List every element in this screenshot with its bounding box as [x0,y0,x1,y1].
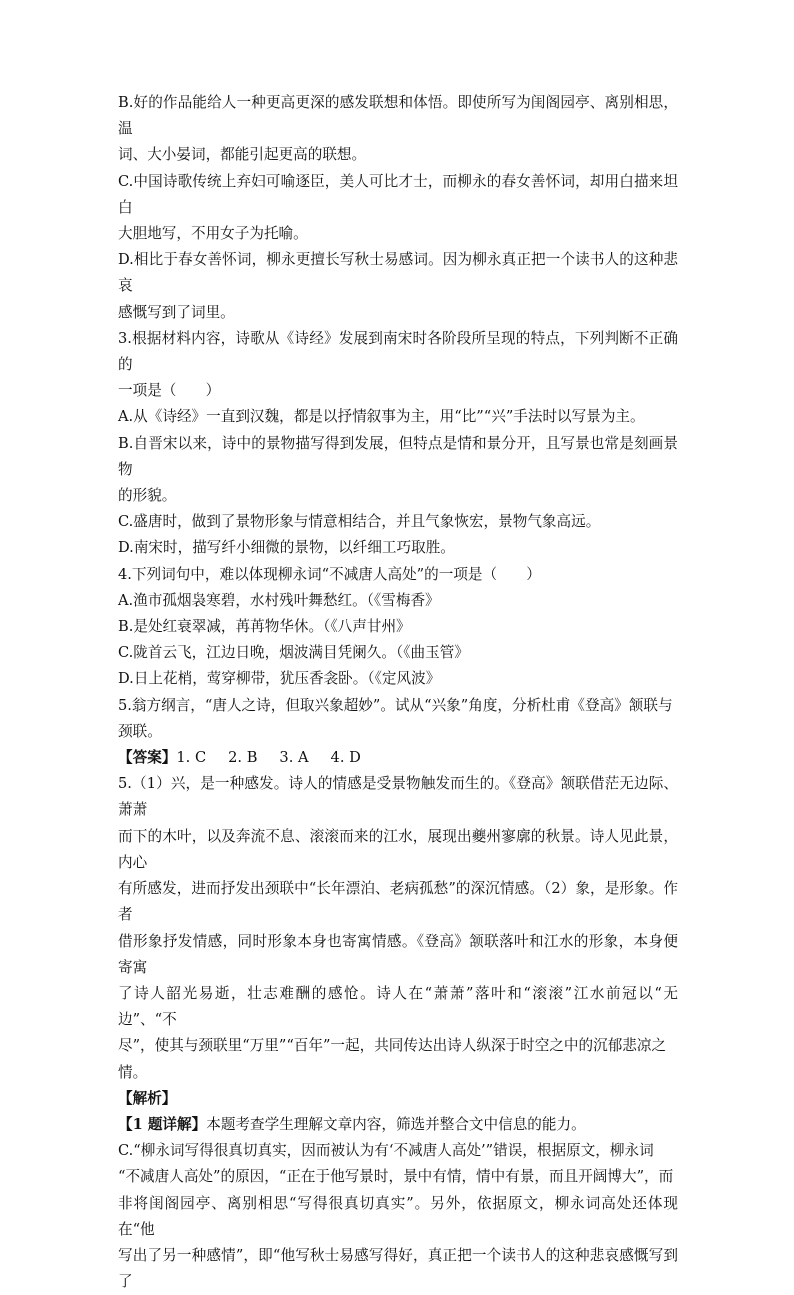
option-line: A.渔市孤烟袅寒碧，水村残叶舞愁红。（《雪梅香》 [118,591,440,609]
analysis-q1-text: 本题考查学生理解文章内容，筛选并整合文中信息的能力。 [206,1115,586,1133]
analysis-heading: 【解析】 [118,1089,177,1107]
question-5-stem: 5.翁方纲言，“唐人之诗，但取兴象超妙”。试从“兴象”角度，分析杜甫《登高》颔联与 [118,696,673,714]
text-line: C.“柳永词写得很真切真实，因而被认为有‘不减唐人高处’”错误，根据原文，柳永词 [118,1142,654,1160]
option-line: B.自晋宋以来，诗中的景物描写得到发展，但特点是情和景分开，且写景也常是刻画景物 [118,434,678,478]
answer-label: 【答案】 [118,749,177,767]
answer-line [118,745,678,771]
document-page [118,90,678,1295]
text-line: 而下的木叶，以及奔流不息、滚滚而来的江水，展现出夔州寥廓的秋景。诗人见此景，内心 [118,827,678,871]
text-line: 大胆地写，不用女子为托喻。 [118,225,308,243]
option-line: D.日上花梢，莺穿柳带，犹压香衾卧。（《定风波》 [118,670,441,688]
analysis-q1-line [118,1112,678,1138]
text-line: C.中国诗歌传统上弃妇可喻逐臣，美人可比才士，而柳永的春女善怀词，却用白描来坦白 [118,172,678,216]
question-5-stem-cont: 颈联。 [118,722,162,740]
text-line: 写出了另一种感情”，即“他写秋士易感写得好，真正把一个读书人的这种悲哀感慨写到了 [118,1246,678,1291]
analysis-block [118,1138,678,1295]
question-4-stem: 4.下列词句中，难以体现柳永词“不减唐人高处”的一项是（ ） [118,565,541,583]
text-line: “不减唐人高处”的原因，“正在于他写景时，景中有情，情中有景，而且开阔博大”，而 [118,1168,674,1186]
question-3-stem-cont: 一项是（ ） [118,382,221,400]
option-line: C.陇首云飞，江边日晚，烟波满目凭阑久。（《曲玉管》 [118,644,469,662]
text-line: 词、大小晏词，都能引起更高的联想。 [118,146,367,164]
question-options-block [118,90,678,745]
option-line: D.南宋时，描写纤小细微的景物，以纤细工巧取胜。 [118,539,455,557]
text-line: 情。 [118,1063,148,1081]
text-line: 有所感发，进而抒发出颈联中“长年漂泊、老病孤愁”的深沉情感。（2）象，是形象。作者 [118,880,678,924]
text-line: B.好的作品能给人一种更高更深的感发联想和体悟。即使所写为闺阁园亭、离别相思，温 [118,94,678,138]
answer-item: 4. D [330,749,361,767]
text-line: 了诗人韶光易逝，壮志难酬的感怆。诗人在“萧萧”落叶和“滚滚”江水前冠以“无边”、“不 [118,984,678,1029]
answer-item: 2. B [228,749,258,767]
option-line: 的形貌。 [118,487,177,505]
answer-item: 3. A [279,749,309,767]
text-line: 非将闺阁园亭、离别相思“写得很真切真实”。另外，依据原文，柳永词高处还体现在“他 [118,1194,678,1238]
question-3-stem: 3.根据材料内容，诗歌从《诗经》发展到南宋时各阶段所呈现的特点，下列判断不正确的 [118,329,678,374]
option-line: C.盛唐时，做到了景物形象与情意相结合，并且气象恢宏，景物气象高远。 [118,513,601,531]
analysis-q1-label: 【1 题详解】 [118,1115,207,1133]
answer-5-block [118,771,678,1085]
text-line: 5.（1）兴，是一种感发。诗人的情感是受景物触发而生的。《登高》颔联借茫无边际、萧萧 [118,775,678,819]
option-line: A.从《诗经》一直到汉魏，都是以抒情叙事为主，用“比”“兴”手法时以写景为主。 [118,408,645,426]
text-line: 尽”，使其与颈联里“万里”“百年”一起，共同传达出诗人纵深于时空之中的沉郁悲凉之 [118,1037,667,1055]
answer-item: 1. C [176,749,207,767]
text-line: D.相比于春女善怀词，柳永更擅长写秋士易感词。因为柳永真正把一个读书人的这种悲哀 [118,251,678,295]
option-line: B.是处红衰翠减，苒苒物华休。（《八声甘州》 [118,618,411,636]
text-line: 感慨写到了词里。 [118,303,235,321]
text-line: 借形象抒发情感，同时形象本身也寄寓情感。《登高》颔联落叶和江水的形象，本身便寄寓 [118,932,678,976]
